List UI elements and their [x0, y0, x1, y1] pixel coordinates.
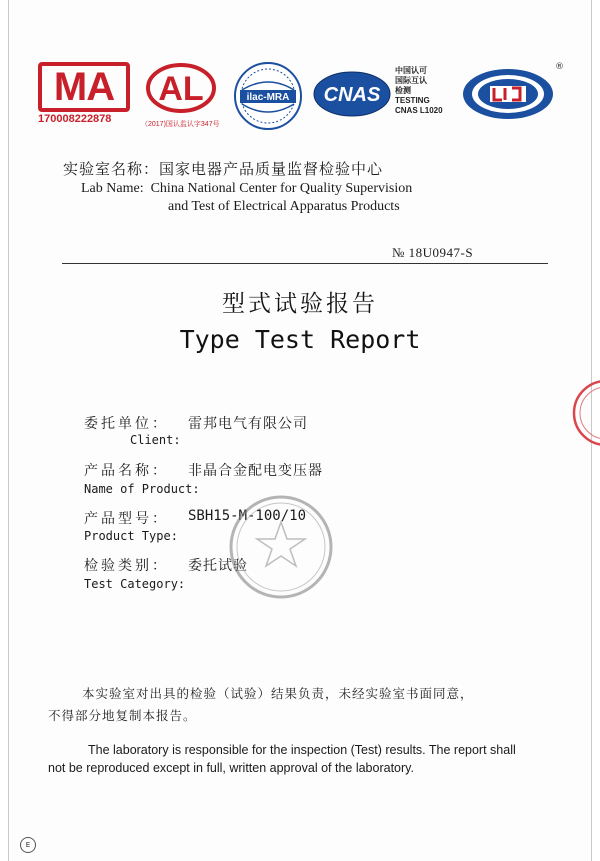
notice-en-line1: The laboratory is responsible for the inspection (Test) results. The report shall	[88, 743, 516, 757]
cnas-line: 国际互认	[395, 76, 427, 85]
lab-name-english-line1	[81, 181, 412, 197]
client-label-en: Client:	[130, 433, 181, 447]
official-seal-stamp	[226, 492, 336, 602]
registered-mark: ®	[555, 62, 564, 72]
notice-cn-line1: 本实验室对出具的检验（试验）结果负责，未经实验室书面同意，	[82, 686, 474, 701]
cma-logo	[38, 62, 130, 112]
report-cover-page	[8, 0, 592, 861]
notice-cn-line2: 不得部分地复制本报告。	[48, 708, 197, 723]
notice-chinese	[48, 683, 548, 727]
lab-name-value-line1: China National Center for Quality Supervision	[150, 181, 413, 196]
lab-name-english-line2: and Test of Electrical Apparatus Products	[168, 199, 400, 214]
cnas-line: 检测	[395, 86, 411, 95]
corner-mark-icon: E	[20, 837, 36, 853]
product-type-value: SBH15-M-100/10	[188, 508, 307, 524]
report-number: № 18U0947-S	[392, 245, 474, 260]
ccc-logo	[460, 66, 556, 122]
ilac-mra-logo	[232, 60, 304, 132]
lab-name-label: Lab Name:	[81, 181, 144, 196]
ilac-logo-text: ilac-MRA	[246, 92, 290, 103]
cal-logo	[145, 62, 217, 114]
cnas-line: 中国认可	[395, 66, 427, 75]
cma-number: 170008222878	[38, 113, 112, 125]
product-name-label-cn: 产品名称：	[84, 463, 169, 479]
lab-name-chinese: 实验室名称：国家电器产品质量监督检验中心	[63, 160, 384, 178]
product-name-label-en: Name of Product:	[84, 482, 200, 496]
test-category-label-en: Test Category:	[84, 577, 186, 591]
cma-logo-text: MA	[53, 65, 115, 109]
product-name-value: 非晶合金配电变压器	[188, 463, 323, 479]
svg-text:AL: AL	[158, 70, 204, 108]
client-value: 雷邦电气有限公司	[188, 416, 308, 432]
report-title-english: Type Test Report	[179, 325, 421, 354]
edge-seal-stamp	[566, 378, 600, 448]
product-type-label-cn: 产品型号：	[84, 511, 169, 527]
cal-number: （2017)国认监认字347号	[141, 121, 220, 128]
header-divider	[62, 263, 548, 264]
product-type-label-en: Product Type:	[84, 529, 178, 543]
notice-english	[48, 741, 558, 777]
test-category-label-cn: 检验类别：	[84, 558, 169, 574]
cnas-logo	[312, 70, 392, 118]
cnas-accreditation-text	[395, 66, 443, 116]
cnas-line: CNAS L1020	[395, 106, 443, 115]
client-label-cn: 委托单位：	[84, 416, 169, 432]
page-edge-left	[8, 0, 9, 861]
test-category-value: 委托试验	[188, 558, 248, 574]
notice-en-line2: not be reproduced except in full, written approval of the laboratory.	[48, 761, 414, 775]
report-title-chinese: 型式试验报告	[222, 291, 378, 317]
cnas-logo-text: CNAS	[323, 84, 381, 106]
cnas-line: TESTING	[395, 96, 430, 105]
